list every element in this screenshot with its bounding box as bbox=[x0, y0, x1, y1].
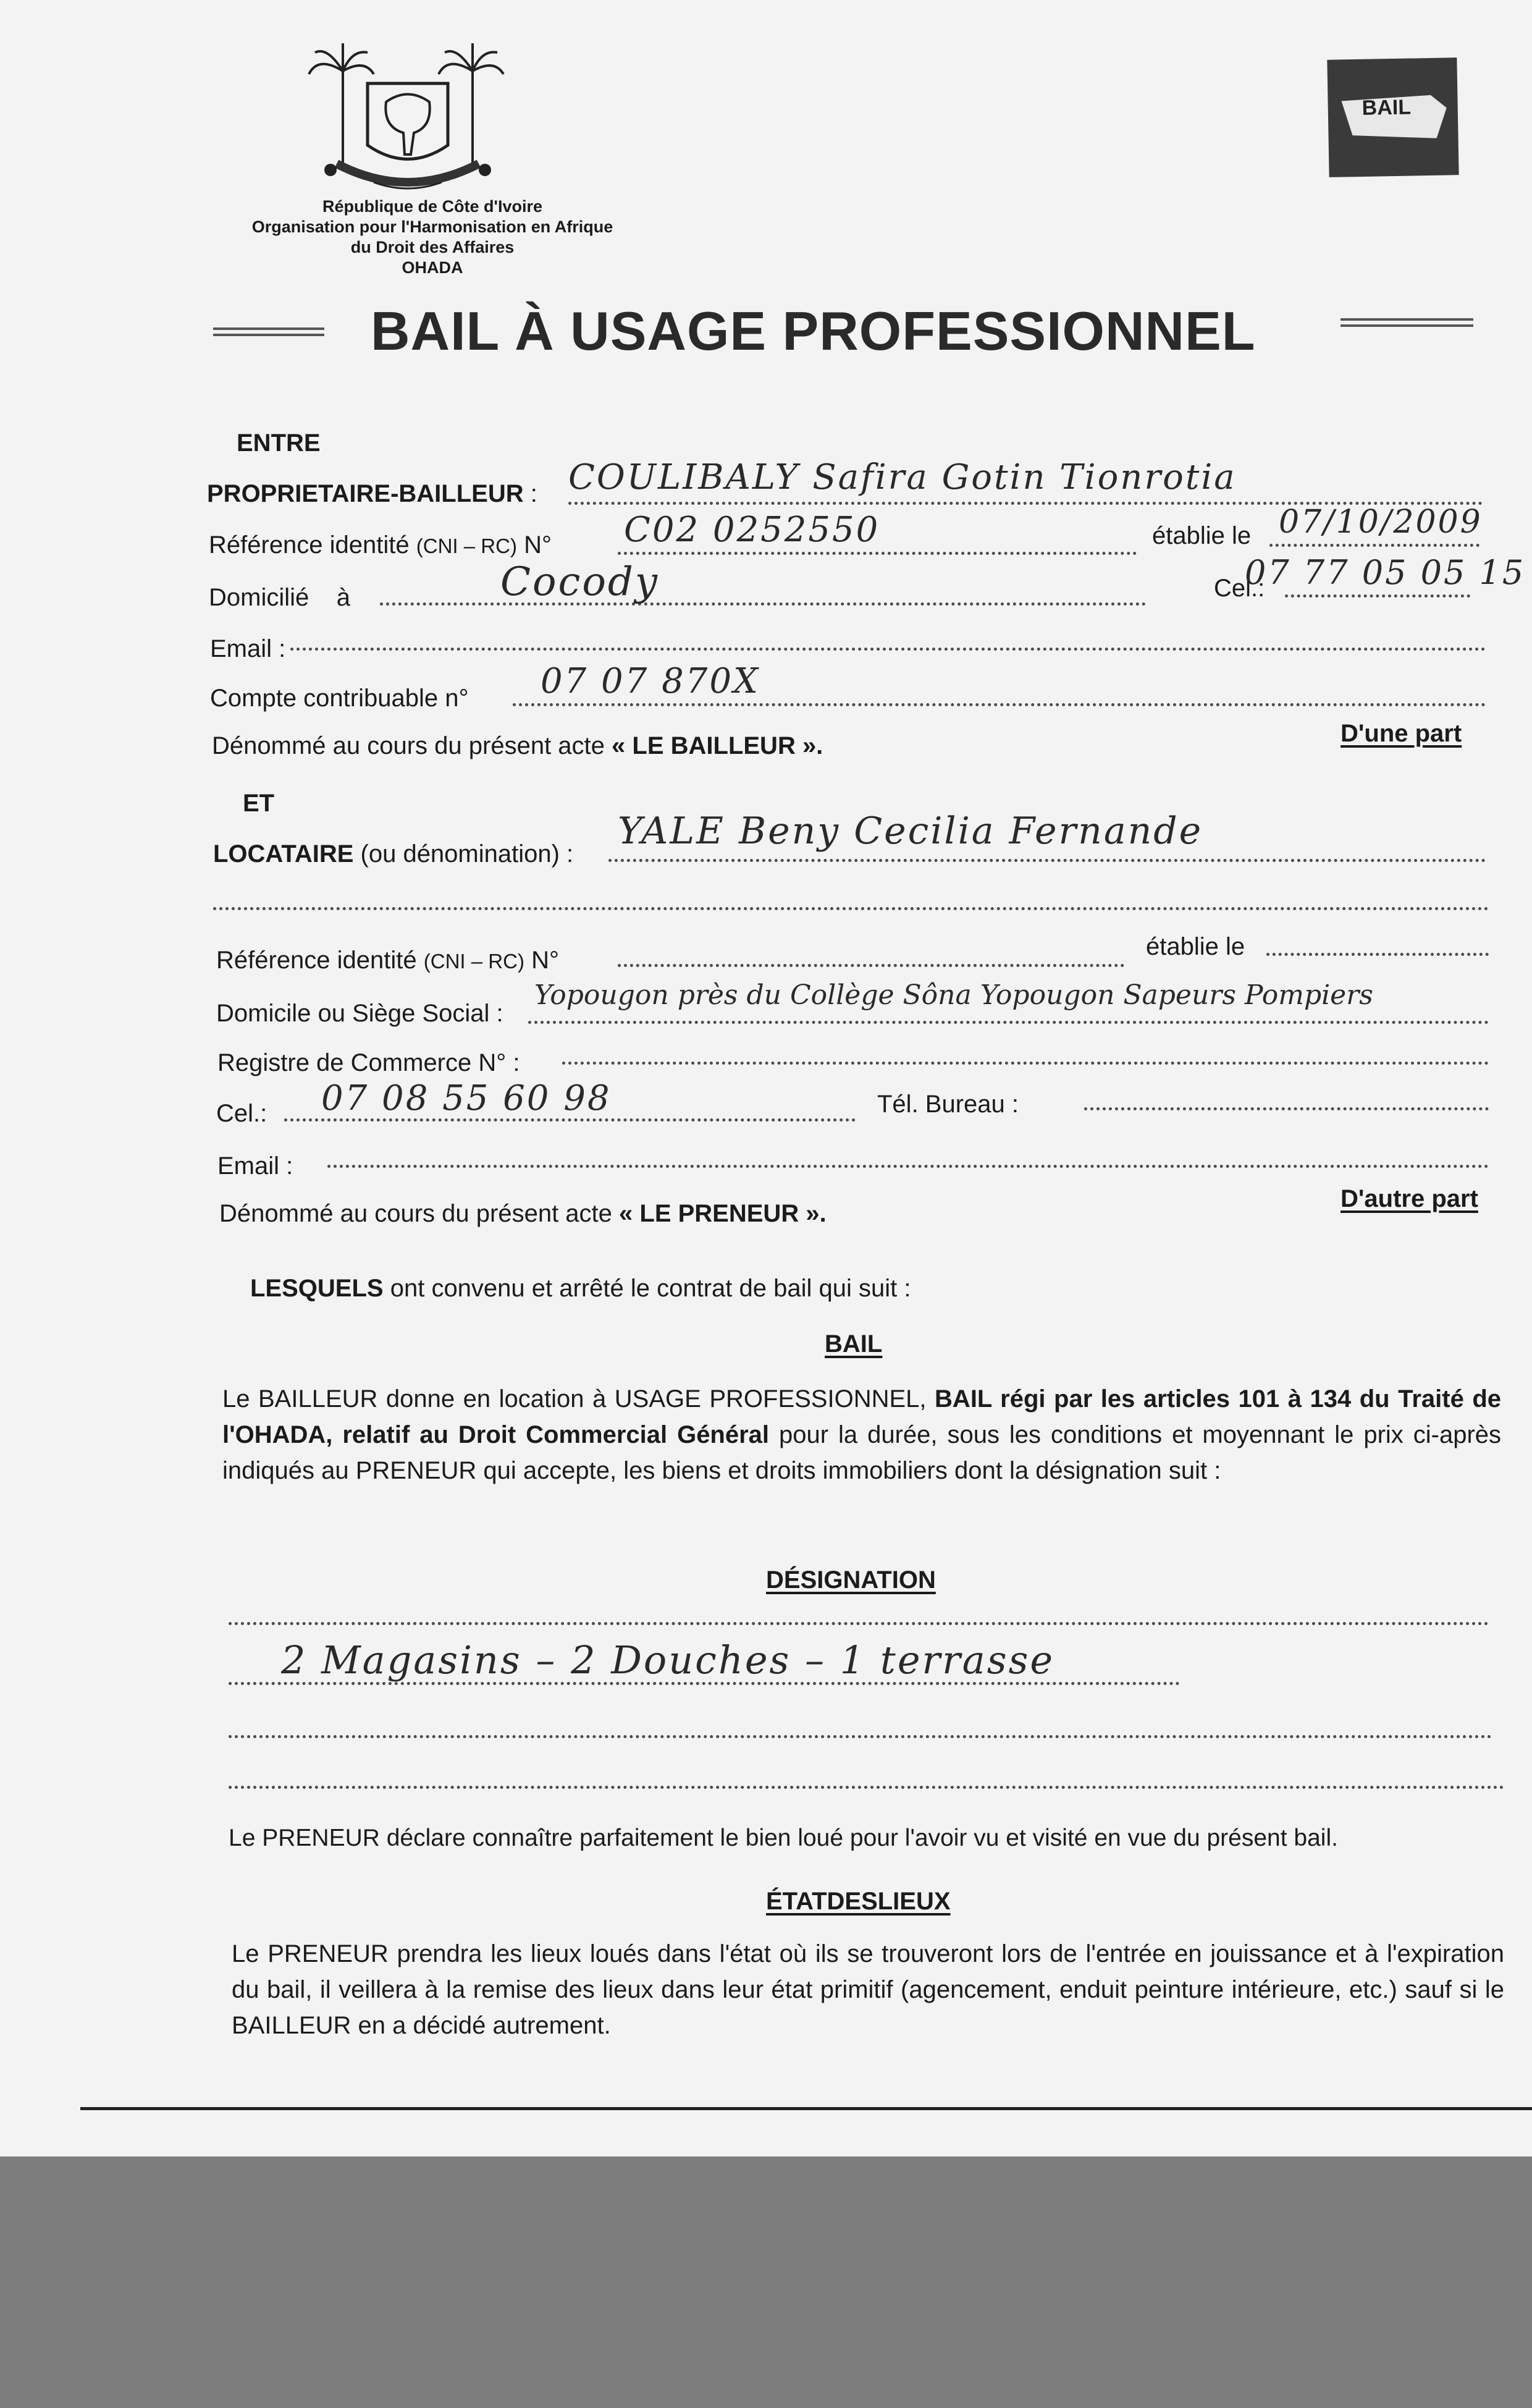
locataire-date-line bbox=[1266, 953, 1489, 956]
bailleur-name-value: COULIBALY Safira Gotin Tionrotia bbox=[568, 457, 1237, 497]
bailleur-ref-row: Référence identité (CNI – RC) N° bbox=[209, 531, 552, 559]
locataire-ref-line bbox=[618, 964, 1124, 967]
locataire-tel-line bbox=[1084, 1107, 1489, 1110]
bailleur-domicile-value: Cocody bbox=[500, 559, 659, 605]
bailleur-email-line bbox=[290, 648, 1486, 651]
designation-value: 2 Magasins – 2 Douches – 1 terrasse bbox=[281, 1637, 1055, 1683]
bail-heading: BAIL bbox=[825, 1330, 883, 1358]
header-org-2: du Droit des Affaires bbox=[350, 238, 515, 256]
bailleur-compte-value: 07 07 870X bbox=[541, 661, 760, 701]
designation-line-1 bbox=[229, 1622, 1489, 1625]
locataire-registre-label: Registre de Commerce N° : bbox=[217, 1049, 520, 1076]
etat-paragraph: Le PRENEUR prendra les lieux loués dans l'état où ils se trouveront lors de l'entrée en jouissance et à l'expiration du bail, il veillera à la remise des lieux dans leur état primitif (agencement, enduit peinture intérieure, etc.) sauf si le BAILLEUR en a décidé autrement. bbox=[232, 1940, 1504, 2039]
designation-line-4 bbox=[229, 1786, 1504, 1789]
bailleur-compte-label: Compte contribuable n° bbox=[210, 685, 469, 712]
designation-line-3 bbox=[229, 1735, 1492, 1738]
bailleur-etablie-label: établie le bbox=[1152, 522, 1252, 549]
bailleur-domicile-label: Domicilié à bbox=[209, 584, 350, 611]
bailleur-date-value: 07/10/2009 bbox=[1279, 504, 1483, 541]
bailleur-cel-label: Cel.: bbox=[1214, 575, 1265, 602]
fiscal-stamp-icon bbox=[1327, 57, 1458, 177]
locataire-email-line bbox=[327, 1165, 1489, 1168]
dautre-part-label: D'autre part bbox=[1340, 1185, 1478, 1212]
locataire-email-label: Email : bbox=[217, 1152, 293, 1180]
etat-heading: ÉTATDESLIEUX bbox=[766, 1888, 951, 1915]
footer-rule bbox=[80, 2107, 1532, 2110]
bailleur-row: PROPRIETAIRE-BAILLEUR : bbox=[207, 480, 537, 507]
bailleur-cel-value: 07 77 05 05 15 bbox=[1245, 553, 1526, 592]
header-block bbox=[185, 196, 680, 278]
header-ohada: OHADA bbox=[402, 258, 463, 277]
locataire-name-line-2 bbox=[213, 907, 1489, 910]
locataire-name-value: YALE Beny Cecilia Fernande bbox=[618, 809, 1203, 853]
locataire-name-line bbox=[608, 859, 1486, 862]
locataire-siege-value: Yopougon près du Collège Sôna Yopougon Sapeurs Pompiers bbox=[534, 979, 1373, 1011]
lesquels-line: LESQUELS ont convenu et arrêté le contrat de bail qui suit : bbox=[250, 1275, 911, 1302]
bailleur-cel-line bbox=[1285, 594, 1470, 598]
locataire-cel-line bbox=[284, 1118, 856, 1122]
locataire-cel-label: Cel.: bbox=[216, 1100, 267, 1127]
title-rule-left bbox=[213, 327, 324, 336]
entre-label: ENTRE bbox=[237, 429, 321, 457]
designation-heading: DÉSIGNATION bbox=[766, 1566, 936, 1594]
locataire-denomme-row: Dénommé au cours du présent acte « LE PRENEUR ». bbox=[219, 1200, 827, 1227]
locataire-registre-line bbox=[562, 1062, 1489, 1065]
coat-of-arms-icon bbox=[306, 40, 510, 201]
dune-part-label: D'une part bbox=[1340, 720, 1462, 747]
locataire-siege-label: Domicile ou Siège Social : bbox=[216, 1000, 503, 1027]
page-title: BAIL À USAGE PROFESSIONNEL bbox=[371, 300, 1256, 361]
title-rule-right bbox=[1340, 318, 1473, 327]
designation-declaration: Le PRENEUR déclare connaître parfaitement le bien loué pour l'avoir vu et visité en vue du présent bail. bbox=[229, 1825, 1338, 1851]
locataire-tel-label: Tél. Bureau : bbox=[877, 1091, 1019, 1118]
locataire-etablie-label: établie le bbox=[1146, 933, 1245, 960]
header-org: Organisation pour l'Harmonisation en Afrique bbox=[251, 218, 613, 236]
bailleur-email-row: Email : bbox=[210, 635, 286, 662]
locataire-siege-line bbox=[528, 1021, 1489, 1024]
locataire-cel-value: 07 08 55 60 98 bbox=[321, 1078, 612, 1118]
bail-paragraph: Le BAILLEUR donne en location à USAGE PROFESSIONNEL, BAIL régi par les articles 101 à 134 du Traité de l'OHADA, relatif au Droit Commercial Général pour la durée, sous les conditions et moyennant le prix ci-après indiqués au PRENEUR qui accepte, les biens et droits immobiliers dont la désignation suit : bbox=[222, 1385, 1502, 1484]
bailleur-denomme-row: Dénommé au cours du présent acte « LE BAILLEUR ». bbox=[212, 732, 823, 759]
bailleur-compte-line bbox=[513, 703, 1486, 706]
bailleur-ref-value: C02 0252550 bbox=[624, 510, 880, 550]
bailleur-date-line bbox=[1269, 544, 1479, 547]
locataire-ref-row: Référence identité (CNI – RC) N° bbox=[216, 947, 559, 974]
header-country: République de Côte d'Ivoire bbox=[322, 197, 542, 216]
bailleur-domicile-line bbox=[380, 602, 1146, 606]
locataire-row: LOCATAIRE (ou dénomination) : bbox=[213, 840, 574, 868]
bailleur-ref-line bbox=[618, 552, 1137, 555]
et-label: ET bbox=[243, 790, 275, 817]
stamp-label: BAIL bbox=[1362, 95, 1412, 120]
